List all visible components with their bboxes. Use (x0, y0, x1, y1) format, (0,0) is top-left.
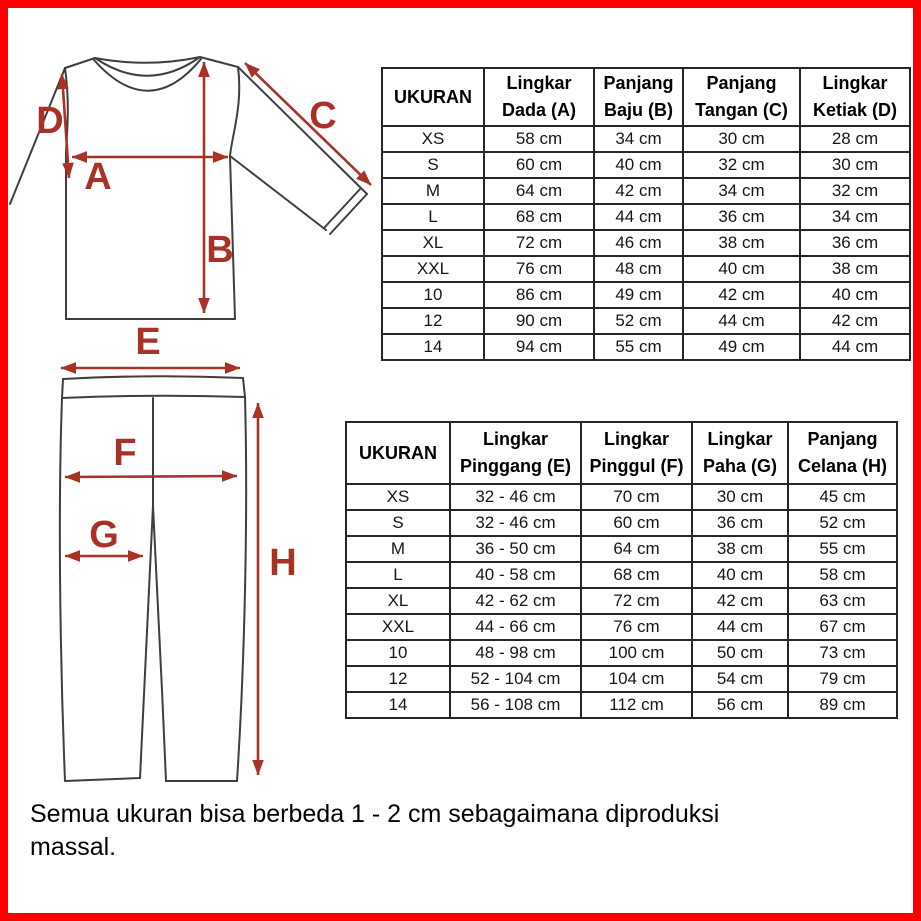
measurement-cell: 44 cm (800, 334, 910, 360)
size-label-cell: XXL (346, 614, 450, 640)
column-header-line: Panjang (603, 73, 674, 93)
measurement-cell: 32 - 46 cm (450, 510, 581, 536)
measurement-cell: 60 cm (484, 152, 594, 178)
measurement-cell: 32 cm (683, 152, 800, 178)
measurement-cell: 30 cm (683, 126, 800, 152)
column-header (346, 422, 450, 484)
measurement-cell: 56 - 108 cm (450, 692, 581, 718)
measurement-cell: 28 cm (800, 126, 910, 152)
measure-label-c: C (309, 95, 337, 137)
size-label-cell: 12 (346, 666, 450, 692)
shirt-collar-back (95, 57, 200, 63)
measurement-cell: 79 cm (788, 666, 897, 692)
column-header-line: Lingkar (482, 429, 548, 449)
column-header-line: Panjang (706, 73, 777, 93)
pants-left-outer (60, 398, 65, 781)
measurement-cell: 76 cm (484, 256, 594, 282)
column-header-line: UKURAN (359, 442, 437, 463)
size-label-cell: L (346, 562, 450, 588)
size-label-cell: XS (382, 126, 484, 152)
size-row (346, 536, 897, 562)
size-label-cell: 14 (382, 334, 484, 360)
measurement-cell: 89 cm (788, 692, 897, 718)
column-header (594, 68, 683, 126)
measurement-cell: 38 cm (800, 256, 910, 282)
measurement-cell: 44 cm (692, 614, 788, 640)
column-header-line: Lingkar (603, 429, 669, 449)
measurement-cell: 40 cm (594, 152, 683, 178)
measure-label-b: B (206, 229, 234, 271)
size-row (382, 256, 910, 282)
column-header-line: Panjang (807, 429, 878, 449)
measurement-cell: 49 cm (683, 334, 800, 360)
header-row (346, 422, 897, 484)
measurement-cell: 55 cm (594, 334, 683, 360)
measurement-cell: 45 cm (788, 484, 897, 510)
column-header-line: Dada (A) (501, 100, 576, 120)
measurement-cell: 36 - 50 cm (450, 536, 581, 562)
column-header (382, 68, 484, 126)
measurement-cell: 64 cm (484, 178, 594, 204)
measurement-cell: 34 cm (594, 126, 683, 152)
measurement-cell: 40 cm (800, 282, 910, 308)
measurement-cell: 30 cm (800, 152, 910, 178)
size-row (346, 640, 897, 666)
measurement-cell: 49 cm (594, 282, 683, 308)
pants-waistband-top (63, 376, 243, 379)
pants-waistband-left (62, 379, 63, 398)
column-header-line: Lingkar (707, 429, 773, 449)
measurement-cell: 72 cm (484, 230, 594, 256)
measurement-cell: 42 cm (692, 588, 788, 614)
size-label-cell: M (346, 536, 450, 562)
size-label-cell: 12 (382, 308, 484, 334)
measurement-cell: 60 cm (581, 510, 692, 536)
measurement-cell: 104 cm (581, 666, 692, 692)
size-row (382, 204, 910, 230)
shirt-armhole-right (230, 67, 239, 156)
size-label-cell: 14 (346, 692, 450, 718)
column-header (683, 68, 800, 126)
measurement-cell: 36 cm (683, 204, 800, 230)
measurement-cell: 38 cm (683, 230, 800, 256)
size-row (346, 484, 897, 510)
measurement-cell: 32 cm (800, 178, 910, 204)
column-header (800, 68, 910, 126)
measure-arrow-f (65, 476, 237, 477)
measurement-cell: 42 cm (683, 282, 800, 308)
measurement-cell: 50 cm (692, 640, 788, 666)
pants-right-inner (153, 506, 166, 781)
column-header (581, 422, 692, 484)
measurement-cell: 94 cm (484, 334, 594, 360)
size-row (346, 666, 897, 692)
size-row (382, 334, 910, 360)
size-row (346, 562, 897, 588)
measurement-cell: 63 cm (788, 588, 897, 614)
column-header-line: Ketiak (D) (812, 100, 897, 120)
size-label-cell: S (346, 510, 450, 536)
measure-label-e: E (135, 321, 161, 363)
measurement-cell: 42 - 62 cm (450, 588, 581, 614)
size-label-cell: XS (346, 484, 450, 510)
size-label-cell: XXL (382, 256, 484, 282)
measurement-cell: 38 cm (692, 536, 788, 562)
measurement-cell: 40 cm (692, 562, 788, 588)
column-header-line: Lingkar (822, 73, 888, 93)
measurement-cell: 73 cm (788, 640, 897, 666)
size-row (382, 126, 910, 152)
measurement-cell: 68 cm (581, 562, 692, 588)
measurement-cell: 100 cm (581, 640, 692, 666)
measure-label-h: H (269, 542, 297, 584)
measurement-cell: 68 cm (484, 204, 594, 230)
measurement-cell: 32 - 46 cm (450, 484, 581, 510)
measurement-cell: 52 cm (594, 308, 683, 334)
pants-diagram (15, 358, 345, 793)
measure-label-g: G (89, 514, 119, 556)
size-row (346, 588, 897, 614)
measurement-cell: 70 cm (581, 484, 692, 510)
column-header-line: Pinggul (F) (589, 456, 684, 476)
measurement-cell: 112 cm (581, 692, 692, 718)
column-header-line: Paha (G) (702, 456, 777, 476)
pants-measure-arrows (61, 368, 258, 775)
shirt-sleeve-right-bottom (230, 156, 326, 230)
measure-label-a: A (84, 156, 112, 198)
size-row (346, 614, 897, 640)
pants-left-inner (140, 506, 153, 778)
measurement-cell: 52 - 104 cm (450, 666, 581, 692)
measurement-cell: 55 cm (788, 536, 897, 562)
header-row (382, 68, 910, 126)
measurement-cell: 30 cm (692, 484, 788, 510)
measurement-cell: 42 cm (594, 178, 683, 204)
measurement-cell: 54 cm (692, 666, 788, 692)
measurement-cell: 44 cm (594, 204, 683, 230)
pants-size-table (345, 421, 898, 719)
measure-label-d: D (36, 100, 64, 142)
measurement-cell: 34 cm (800, 204, 910, 230)
measurement-cell: 64 cm (581, 536, 692, 562)
column-header-line: Tangan (C) (695, 100, 788, 120)
column-header-line: Baju (B) (604, 100, 673, 120)
size-row (382, 282, 910, 308)
column-header (692, 422, 788, 484)
size-row (346, 510, 897, 536)
pants-outline (60, 376, 246, 781)
size-row (346, 692, 897, 718)
measurement-cell: 48 - 98 cm (450, 640, 581, 666)
shirt-diagram (10, 30, 380, 363)
size-row (382, 178, 910, 204)
shirt-size-table (381, 67, 911, 361)
size-label-cell: XL (346, 588, 450, 614)
size-label-cell: L (382, 204, 484, 230)
measurement-cell: 42 cm (800, 308, 910, 334)
measurement-cell: 67 cm (788, 614, 897, 640)
shirt-sleeve-right-top (238, 67, 367, 194)
column-header-line: UKURAN (394, 86, 472, 107)
shirt-shoulder-right (200, 57, 238, 67)
measurement-cell: 40 - 58 cm (450, 562, 581, 588)
column-header-line: Lingkar (506, 73, 572, 93)
pants-waistband-right (243, 378, 245, 397)
measurement-cell: 36 cm (692, 510, 788, 536)
measurement-cell: 34 cm (683, 178, 800, 204)
measurement-cell: 72 cm (581, 588, 692, 614)
shirt-cuff-outer (330, 194, 367, 234)
pants-left-hem (65, 778, 140, 781)
measurement-cell: 76 cm (581, 614, 692, 640)
size-label-cell: S (382, 152, 484, 178)
shirt-cuff-inner (324, 188, 361, 228)
column-header (484, 68, 594, 126)
shirt-shoulder-left (65, 58, 95, 68)
size-label-cell: M (382, 178, 484, 204)
size-label-cell: 10 (382, 282, 484, 308)
pants-right-outer (237, 397, 246, 781)
size-row (382, 152, 910, 178)
size-row (382, 308, 910, 334)
measurement-cell: 46 cm (594, 230, 683, 256)
measurement-cell: 90 cm (484, 308, 594, 334)
measurement-cell: 58 cm (484, 126, 594, 152)
measurement-cell: 36 cm (800, 230, 910, 256)
production-note: Semua ukuran bisa berbeda 1 - 2 cm sebagaimana diproduksi massal. (30, 800, 720, 861)
column-header (450, 422, 581, 484)
column-header-line: Celana (H) (797, 456, 887, 476)
measurement-cell: 58 cm (788, 562, 897, 588)
measurement-cell: 44 cm (683, 308, 800, 334)
measurement-cell: 86 cm (484, 282, 594, 308)
measurement-cell: 52 cm (788, 510, 897, 536)
size-label-cell: XL (382, 230, 484, 256)
measurement-cell: 48 cm (594, 256, 683, 282)
column-header-line: Pinggang (E) (460, 456, 571, 476)
size-label-cell: 10 (346, 640, 450, 666)
measure-label-f: F (113, 432, 137, 474)
measurement-cell: 40 cm (683, 256, 800, 282)
column-header (788, 422, 897, 484)
measurement-cell: 56 cm (692, 692, 788, 718)
size-row (382, 230, 910, 256)
measure-arrow-c (245, 63, 371, 185)
measurement-cell: 44 - 66 cm (450, 614, 581, 640)
